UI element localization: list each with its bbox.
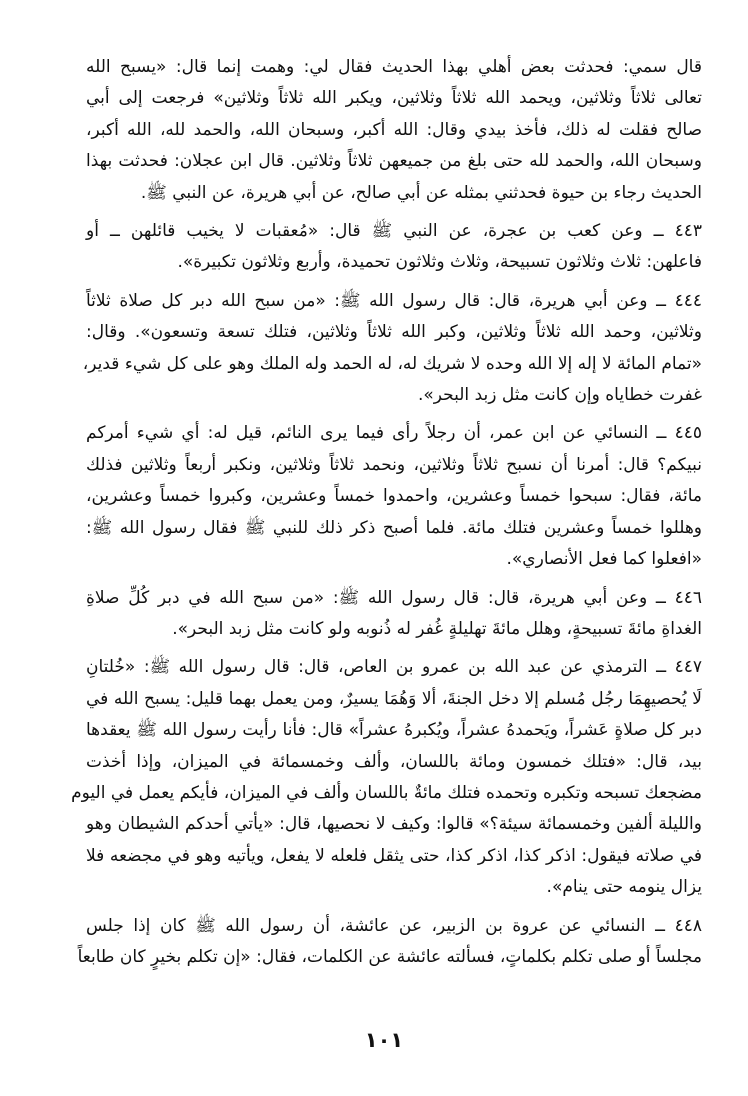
text-line: مضجعك تسبحه وتكبره وتحمده فتلك مائةٌ باللسان وألف في الميزان، فأيكم يعمل في اليوم xyxy=(71,782,702,803)
text-line: «افعلوا كما فعل الأنصاري». xyxy=(506,549,702,570)
text-line: صالح فقلت له ذلك، فأخذ بيدي وقال: الله أكبر، وسبحان الله، والحمد لله، الله أكبر، xyxy=(86,119,702,140)
text-line: «تمام المائة لا إله إلا الله وحده لا شريك له، له الحمد وله الملك وهو على كل شيء قدير، xyxy=(82,353,702,374)
text-line: لَا يُحصيهِمَا رجُل مُسلم إلا دخل الجنةَ، ألا وَهُمَا يسيرٌ، ومن يعمل بهما قليل: يسبح الله في xyxy=(86,688,702,709)
hadith-446 xyxy=(86,583,702,646)
hadith-448 xyxy=(77,911,702,974)
text-line: ٤٤٨ ــ النسائي عن عروة بن الزبير، عن عائشة، أن رسول الله ﷺ كان إذا جلس xyxy=(86,915,702,936)
text-line: قال سمي: فحدثت بعض أهلي بهذا الحديث فقال لي: وهمت إنما قال: «يسبح الله xyxy=(86,57,702,77)
text-line: ٤٤٣ ــ وعن كعب بن عجرة، عن النبي ﷺ قال: «مُعقبات لا يخيب قائلهن ــ أو xyxy=(86,221,702,242)
hadith-447 xyxy=(71,652,702,903)
paragraph-continuation xyxy=(86,52,702,209)
text-line: الحديث رجاء بن حيوة فحدثني بمثله عن أبي صالح، عن أبي هريرة، عن النبي ﷺ. xyxy=(140,182,702,203)
text-line: وسبحان الله، والحمد لله حتى بلغ من جميعهن ثلاثاً وثلاثين. قال ابن عجلان: فحدثت بهذا xyxy=(86,151,702,172)
text-line: غفرت خطاياه وإن كانت مثل زبد البحر». xyxy=(417,385,702,406)
text-line: دبر كل صلاةٍ عَشراً، ويَحمدهُ عشراً، ويُكبرهُ عشراً» قال: فأنا رأيت رسول الله ﷺ يعقدها xyxy=(86,720,702,741)
hadith-443 xyxy=(86,216,702,279)
text-line: فاعلهن: ثلاث وثلاثون تسبيحة، وثلاث وثلاثون تحميدة، وأربع وثلاثون تكبيرة». xyxy=(177,252,702,273)
hadith-444 xyxy=(82,286,702,412)
text-line: نبيكم؟ قال: أمرنا أن نسبح ثلاثاً وثلاثين، ونحمد ثلاثاً وثلاثين، ونكبر أربعاً وثلاثين فذلك xyxy=(86,454,702,475)
text-line: تعالى ثلاثاً وثلاثين، ويحمد الله ثلاثاً وثلاثين، ويكبر الله ثلاثاً وثلاثين» فرجعت إلى أبي xyxy=(86,88,702,109)
page-number xyxy=(0,1028,748,1052)
text-line: مجلساً أو صلى تكلم بكلماتٍ، فسألته عائشة عن الكلمات، فقال: «إن تكلم بخيرٍ كان طابعاً xyxy=(77,946,702,967)
text-line: والليلة ألفين وخمسمائة سيئة؟» قالوا: وكيف لا نحصيها، قال: «يأتي أحدكم الشيطان وهو xyxy=(86,814,702,835)
text-line: ٤٤٤ ــ وعن أبي هريرة، قال: قال رسول الله ﷺ: «من سبح الله دبر كل صلاة ثلاثاً xyxy=(86,290,702,311)
text-line: ٤٤٦ ــ وعن أبي هريرة، قال: قال رسول الله ﷺ: «من سبح الله في دبر كُلِّ صلاةِ xyxy=(86,587,702,608)
text-line: في صلاته فيقول: اذكر كذا، اذكر كذا، حتى يثقل فلعله لا يفعل، ويأتيه وهو في مجضعه فلا xyxy=(86,845,702,866)
page-number-text: ١٠١ xyxy=(364,1028,404,1052)
document-body xyxy=(71,52,702,980)
text-line: وثلاثين، وحمد الله ثلاثاً وثلاثين، وكبر الله ثلاثاً وثلاثين، فتلك تسعة وتسعون». وقال: xyxy=(86,322,702,343)
text-line: بيد، قال: «فتلك خمسون ومائة باللسان، وألف وخمسمائة في الميزان، وإذا أخذت xyxy=(86,751,702,772)
text-line: ٤٤٥ ــ النسائي عن ابن عمر، أن رجلاً رأى فيما يرى النائم، قيل له: أي شيء أمركم xyxy=(86,423,702,444)
text-line: مائة، فقال: سبحوا خمساً وعشرين، واحمدوا خمساً وعشرين، وكبروا خمساً وعشرين، xyxy=(86,486,702,507)
text-line: ٤٤٧ ــ الترمذي عن عبد الله بن عمرو بن العاص، قال: قال رسول الله ﷺ: «خُلتانِ xyxy=(86,657,702,678)
hadith-445 xyxy=(86,418,702,575)
text-line: الغداةِ مائةَ تسبيحةٍ، وهلل مائةَ تهليلةٍ غُفر له ذُنوبه ولو كانت مثل زبد البحر». xyxy=(172,618,702,639)
text-line: يزال ينومه حتى ينام». xyxy=(546,877,702,898)
text-line: وهللوا خمساً وعشرين فتلك مائة. فلما أصبح ذكر ذلك للنبي ﷺ فقال رسول الله ﷺ: xyxy=(86,517,702,538)
